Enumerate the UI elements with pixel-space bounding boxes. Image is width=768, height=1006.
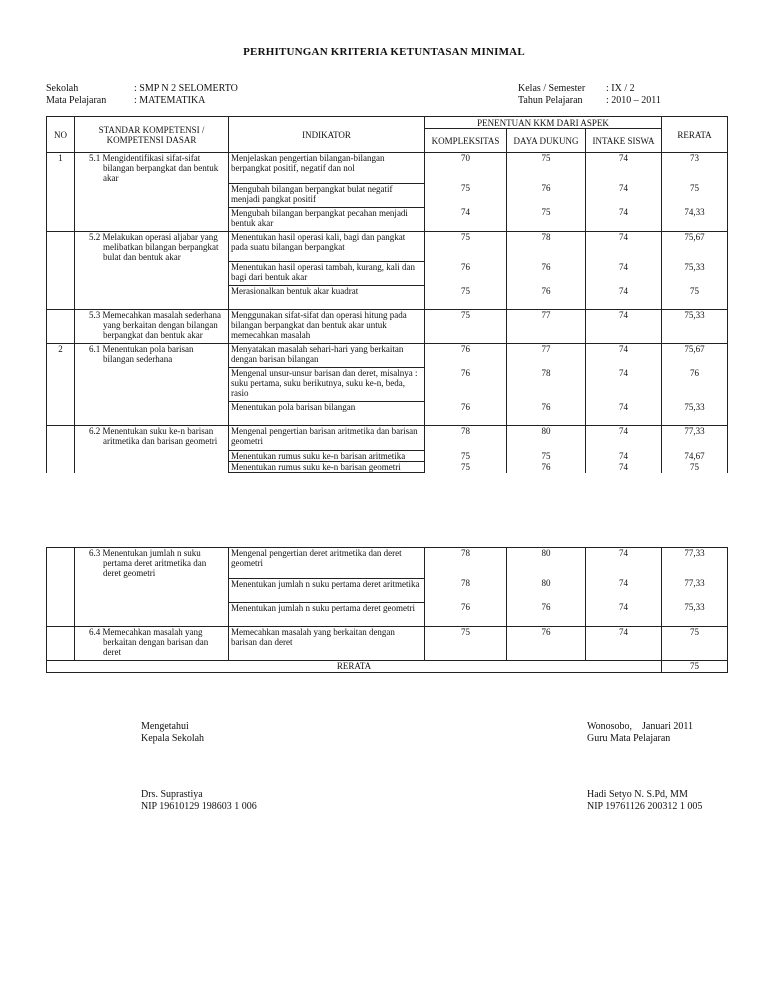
row-sk: [75, 231, 229, 262]
row-rerata: 75: [662, 183, 728, 207]
table-row: [47, 578, 728, 602]
row-no: [47, 451, 75, 462]
row-kompleksitas: 75: [425, 462, 507, 473]
row-intake: 74: [586, 153, 662, 184]
row-kompleksitas: 70: [425, 153, 507, 184]
row-sk: [75, 183, 229, 207]
row-intake: 74: [586, 183, 662, 207]
row-no: [47, 207, 75, 231]
row-daya-dukung: 80: [507, 548, 586, 579]
row-rerata: 75,67: [662, 231, 728, 262]
row-sk: [75, 368, 229, 402]
row-daya-dukung: 76: [507, 626, 586, 660]
row-indikator: Menjelaskan pengertian bilangan-bilangan berpangkat positif, negatif dan nol: [229, 153, 425, 184]
row-rerata: 75: [662, 626, 728, 660]
row-indikator: Menyatakan masalah sehari-hari yang berkaitan dengan barisan bilangan: [229, 344, 425, 368]
row-intake: 74: [586, 286, 662, 310]
table-row: [47, 207, 728, 231]
table-row: [47, 626, 728, 660]
row-no: [47, 286, 75, 310]
row-daya-dukung: 76: [507, 462, 586, 473]
row-daya-dukung: 75: [507, 153, 586, 184]
table-row: [47, 344, 728, 368]
row-no: [47, 626, 75, 660]
row-kompleksitas: 76: [425, 344, 507, 368]
row-intake: 74: [586, 626, 662, 660]
row-kompleksitas: 78: [425, 548, 507, 579]
row-kompleksitas: 78: [425, 578, 507, 602]
row-indikator: Menggunakan sifat-sifat dan operasi hitung pada bilangan berpangkat dan bentuk akar untuk memecahkan masalah: [229, 310, 425, 344]
header-sk: STANDAR KOMPETENSI / KOMPETENSI DASAR: [75, 117, 229, 153]
row-kompleksitas: 76: [425, 602, 507, 626]
row-rerata: 77,33: [662, 548, 728, 579]
row-intake: 74: [586, 462, 662, 473]
table-row: [47, 153, 728, 184]
sig-right-line2: Guru Mata Pelajaran: [587, 733, 671, 744]
row-indikator: Mengubah bilangan berpangkat pecahan menjadi bentuk akar: [229, 207, 425, 231]
row-sk: [75, 426, 229, 451]
row-daya-dukung: 76: [507, 262, 586, 286]
row-sk: [75, 262, 229, 286]
row-intake: 74: [586, 426, 662, 451]
table-row: [47, 310, 728, 344]
sig-left-line2: Kepala Sekolah: [141, 733, 205, 744]
kompetensi-text: 6.3 Menentukan jumlah n suku pertama deret aritmetika dan deret geometri: [89, 548, 207, 578]
row-indikator: Menentukan jumlah n suku pertama deret aritmetika: [229, 578, 425, 602]
row-indikator: Mengenal pengertian deret aritmetika dan deret geometri: [229, 548, 425, 579]
row-intake: 74: [586, 602, 662, 626]
subject-value: : MATEMATIKA: [134, 95, 206, 106]
header-intake: INTAKE SISWA: [586, 129, 662, 153]
row-daya-dukung: 77: [507, 310, 586, 344]
row-daya-dukung: 76: [507, 183, 586, 207]
table-row: [47, 462, 728, 473]
school-label: Sekolah: [46, 83, 79, 94]
row-no: [47, 262, 75, 286]
row-daya-dukung: 78: [507, 368, 586, 402]
row-no: [47, 368, 75, 402]
row-sk: [75, 344, 229, 368]
school-value: : SMP N 2 SELOMERTO: [134, 83, 238, 94]
row-kompleksitas: 75: [425, 231, 507, 262]
table-row: [47, 231, 728, 262]
subject-label: Mata Pelajaran: [46, 95, 107, 106]
row-indikator: Memecahkan masalah yang berkaitan dengan barisan dan deret: [229, 626, 425, 660]
table-row: [47, 183, 728, 207]
row-sk: [75, 153, 229, 184]
row-no: [47, 183, 75, 207]
row-intake: 74: [586, 207, 662, 231]
row-daya-dukung: 76: [507, 402, 586, 426]
sig-right-name: Hadi Setyo N. S.Pd, MM: [587, 789, 688, 800]
row-no: [47, 231, 75, 262]
row-rerata: 75,33: [662, 262, 728, 286]
meta-right: [518, 83, 661, 107]
row-rerata: 75: [662, 462, 728, 473]
row-no: 1: [47, 153, 75, 184]
row-intake: 74: [586, 262, 662, 286]
table-row: [47, 426, 728, 451]
row-no: [47, 402, 75, 426]
row-intake: 74: [586, 578, 662, 602]
year-value: : 2010 – 2011: [606, 95, 661, 106]
row-daya-dukung: 75: [507, 207, 586, 231]
row-intake: 74: [586, 368, 662, 402]
row-indikator: Merasionalkan bentuk akar kuadrat: [229, 286, 425, 310]
row-rerata: 75: [662, 286, 728, 310]
row-indikator: Mengubah bilangan berpangkat bulat negatif menjadi pangkat positif: [229, 183, 425, 207]
row-indikator: Menentukan rumus suku ke-n barisan geometri: [229, 462, 425, 473]
row-rerata: 75,33: [662, 310, 728, 344]
row-indikator: Menentukan hasil operasi kali, bagi dan pangkat pada suatu bilangan berpangkat: [229, 231, 425, 262]
row-kompleksitas: 76: [425, 262, 507, 286]
row-intake: 74: [586, 402, 662, 426]
row-no: [47, 602, 75, 626]
row-sk: [75, 602, 229, 626]
row-sk: [75, 548, 229, 579]
sig-left-nip: NIP 19610129 198603 1 006: [141, 801, 257, 812]
row-indikator: Menentukan pola barisan bilangan: [229, 402, 425, 426]
row-kompleksitas: 75: [425, 310, 507, 344]
table-row: [47, 451, 728, 462]
row-no: [47, 426, 75, 451]
sig-left-name: Drs. Suprastiya: [141, 789, 203, 800]
row-intake: 74: [586, 451, 662, 462]
row-indikator: Menentukan rumus suku ke-n barisan aritmetika: [229, 451, 425, 462]
row-kompleksitas: 76: [425, 402, 507, 426]
row-kompleksitas: 75: [425, 286, 507, 310]
footer-rerata-value: 75: [662, 660, 728, 672]
row-indikator: Menentukan jumlah n suku pertama deret geometri: [229, 602, 425, 626]
table-row: [47, 286, 728, 310]
signature-right: [587, 721, 702, 813]
row-daya-dukung: 78: [507, 231, 586, 262]
row-rerata: 74,33: [662, 207, 728, 231]
row-sk: [75, 402, 229, 426]
row-kompleksitas: 74: [425, 207, 507, 231]
class-label: Kelas / Semester: [518, 83, 586, 94]
class-value: : IX / 2: [606, 83, 635, 94]
header-no: NO: [47, 117, 75, 153]
footer-rerata-label: RERATA: [47, 660, 662, 672]
kompetensi-text: 5.2 Melakukan operasi aljabar yang melibatkan bilangan berpangkat bulat dan bentuk akar: [89, 231, 219, 262]
row-no: [47, 548, 75, 579]
row-rerata: 76: [662, 368, 728, 402]
row-no: [47, 578, 75, 602]
row-rerata: 75,33: [662, 602, 728, 626]
row-kompleksitas: 75: [425, 183, 507, 207]
sig-right-nip: NIP 19761126 200312 1 005: [587, 801, 703, 812]
header-rerata: RERATA: [662, 117, 728, 153]
kompetensi-text: 5.1 Mengidentifikasi sifat-sifat bilangan berpangkat dan bentuk akar: [89, 153, 219, 183]
kompetensi-text: 6.2 Menentukan suku ke-n barisan aritmetika dan barisan geometri: [89, 426, 218, 446]
row-kompleksitas: 76: [425, 368, 507, 402]
row-intake: 74: [586, 548, 662, 579]
row-sk: [75, 451, 229, 462]
row-daya-dukung: 77: [507, 344, 586, 368]
row-rerata: 75,67: [662, 344, 728, 368]
kompetensi-text: 6.1 Menentukan pola barisan bilangan sederhana: [89, 344, 194, 364]
row-sk: [75, 578, 229, 602]
table-row: [47, 368, 728, 402]
row-intake: 74: [586, 231, 662, 262]
row-daya-dukung: 80: [507, 426, 586, 451]
row-sk: [75, 626, 229, 660]
kkm-table-continued: [46, 547, 728, 673]
table-row: [47, 402, 728, 426]
row-sk: [75, 310, 229, 344]
row-indikator: Menentukan hasil operasi tambah, kurang, kali dan bagi dari bentuk akar: [229, 262, 425, 286]
row-sk: [75, 286, 229, 310]
row-rerata: 74,67: [662, 451, 728, 462]
sig-left-line1: Mengetahui: [141, 721, 189, 732]
row-intake: 74: [586, 310, 662, 344]
row-intake: 74: [586, 344, 662, 368]
signature-left: [141, 721, 257, 813]
header-indikator: INDIKATOR: [229, 117, 425, 153]
table-row: [47, 262, 728, 286]
row-daya-dukung: 75: [507, 451, 586, 462]
page-title: PERHITUNGAN KRITERIA KETUNTASAN MINIMAL: [243, 46, 525, 58]
row-no: [47, 310, 75, 344]
row-daya-dukung: 76: [507, 602, 586, 626]
header-kompleksitas: KOMPLEKSITAS: [425, 129, 507, 153]
row-no: 2: [47, 344, 75, 368]
row-sk: [75, 462, 229, 473]
table-row: [47, 548, 728, 579]
row-kompleksitas: 75: [425, 626, 507, 660]
row-kompleksitas: 75: [425, 451, 507, 462]
kompetensi-text: 5.3 Memecahkan masalah sederhana yang berkaitan dengan bilangan berpangkat dan bentuk akar: [89, 310, 221, 340]
row-indikator: Mengenal pengertian barisan aritmetika dan barisan geometri: [229, 426, 425, 451]
kompetensi-text: 6.4 Memecahkan masalah yang berkaitan dengan barisan dan deret: [89, 626, 209, 657]
row-sk: [75, 207, 229, 231]
row-rerata: 77,33: [662, 426, 728, 451]
row-indikator: Mengenal unsur-unsur barisan dan deret, misalnya : suku pertama, suku berikutnya, suku ke-n, beda, rasio: [229, 368, 425, 402]
row-rerata: 75,33: [662, 402, 728, 426]
header-aspek: PENENTUAN KKM DARI ASPEK: [425, 117, 662, 129]
meta-left: [46, 83, 238, 107]
row-rerata: 77,33: [662, 578, 728, 602]
header-daya-dukung: DAYA DUKUNG: [507, 129, 586, 153]
table-row: [47, 602, 728, 626]
row-daya-dukung: 80: [507, 578, 586, 602]
row-kompleksitas: 78: [425, 426, 507, 451]
sig-right-line1: Wonosobo, Januari 2011: [587, 721, 694, 732]
row-daya-dukung: 76: [507, 286, 586, 310]
year-label: Tahun Pelajaran: [518, 95, 583, 106]
row-rerata: 73: [662, 153, 728, 184]
kkm-table: [46, 116, 728, 473]
row-no: [47, 462, 75, 473]
